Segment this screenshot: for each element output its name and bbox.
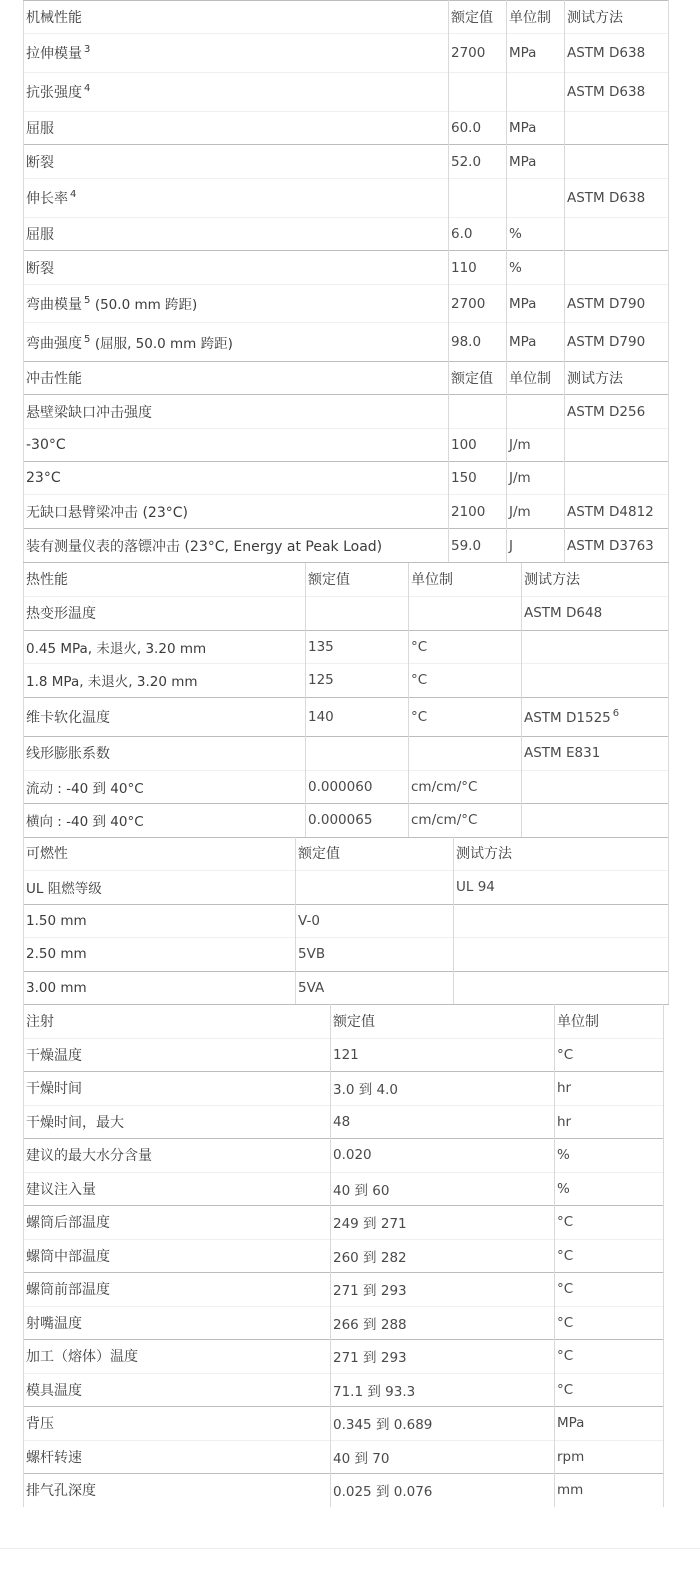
property-unit: J/m: [507, 495, 565, 529]
table-row: [24, 73, 669, 112]
property-name: 1.8 MPa, 未退火, 3.20 mm: [24, 663, 306, 697]
table-row: [24, 1239, 664, 1272]
property-value: 0.020: [331, 1138, 555, 1172]
table-row: [24, 663, 669, 697]
property-value: 260 到 282: [331, 1239, 555, 1272]
property-name: 弯曲模量 $^5$ (50.0 mm 跨距): [24, 285, 449, 323]
table-row: [24, 1406, 664, 1440]
table-row: [24, 971, 669, 1004]
property-value: 150: [449, 462, 507, 495]
property-unit: MPa: [555, 1406, 664, 1440]
table-row: [24, 904, 669, 937]
property-unit: MPa: [507, 145, 565, 179]
property-value: [306, 596, 409, 630]
thermal-header-value: 额定值: [306, 563, 409, 596]
property-name: 加工（熔体）温度: [24, 1339, 331, 1373]
table-row: [24, 145, 669, 179]
test-method: ASTM D790: [565, 323, 669, 362]
property-name: 螺杆转速: [24, 1440, 331, 1473]
property-unit: %: [555, 1172, 664, 1205]
property-value: 266 到 288: [331, 1306, 555, 1339]
property-value: 5VB: [296, 937, 454, 971]
property-value: 0.025 到 0.076: [331, 1473, 555, 1507]
inject-header-value: 额定值: [331, 1004, 555, 1038]
table-row: [24, 1272, 664, 1306]
thermal-header-method: 测试方法: [522, 563, 669, 596]
property-unit: MPa: [507, 285, 565, 323]
test-method: ASTM D648: [522, 596, 669, 630]
property-unit: %: [507, 218, 565, 251]
property-unit: [507, 395, 565, 429]
flam-header-method: 测试方法: [454, 837, 669, 870]
test-method: [565, 218, 669, 251]
mech-header-value: 额定值: [449, 1, 507, 34]
table-row: [24, 251, 669, 285]
table-row: [24, 395, 669, 429]
property-unit: %: [555, 1138, 664, 1172]
property-unit: cm/cm/°C: [409, 803, 522, 837]
property-name: 流动 : -40 到 40°C: [24, 770, 306, 803]
test-method: ASTM D256: [565, 395, 669, 429]
test-method: ASTM D1525 $^6$: [522, 697, 669, 736]
property-value: 271 到 293: [331, 1339, 555, 1373]
table-row: [24, 870, 669, 904]
table-row: [24, 697, 669, 736]
property-value: 59.0: [449, 529, 507, 563]
thermal-header-unit: 单位制: [409, 563, 522, 596]
property-value: 71.1 到 93.3: [331, 1373, 555, 1406]
property-name: 装有测量仪表的落镖冲击 (23°C, Energy at Peak Load): [24, 529, 449, 563]
mech-header-name: 机械性能: [24, 1, 449, 34]
test-method: [565, 145, 669, 179]
test-method: ASTM D638: [565, 73, 669, 112]
property-name: 螺筒前部温度: [24, 1272, 331, 1306]
property-name: 维卡软化温度: [24, 697, 306, 736]
property-value: [449, 73, 507, 112]
property-name: UL 阻燃等级: [24, 870, 296, 904]
inject-header-name: 注射: [24, 1004, 331, 1038]
table-row: [24, 803, 669, 837]
property-value: 140: [306, 697, 409, 736]
inject-header-unit: 单位制: [555, 1004, 664, 1038]
test-method: ASTM D3763: [565, 529, 669, 563]
property-name: 断裂: [24, 145, 449, 179]
table-row: [24, 1172, 664, 1205]
property-name: 线形膨胀系数: [24, 736, 306, 770]
table-row: [24, 462, 669, 495]
test-method: UL 94: [454, 870, 669, 904]
property-value: 249 到 271: [331, 1205, 555, 1239]
property-name: 0.45 MPa, 未退火, 3.20 mm: [24, 630, 306, 663]
test-method: [522, 663, 669, 697]
property-value: [449, 179, 507, 218]
property-value: V-0: [296, 904, 454, 937]
test-method: ASTM D4812: [565, 495, 669, 529]
mech-header-method: 测试方法: [565, 1, 669, 34]
property-name: 无缺口悬臂梁冲击 (23°C): [24, 495, 449, 529]
property-value: 60.0: [449, 112, 507, 145]
table-row: [24, 1339, 664, 1373]
property-name: 螺筒中部温度: [24, 1239, 331, 1272]
test-method: [565, 112, 669, 145]
thermal-header-name: 热性能: [24, 563, 306, 596]
test-method: ASTM E831: [522, 736, 669, 770]
property-name: 屈服: [24, 112, 449, 145]
property-unit: [507, 179, 565, 218]
test-method: ASTM D638: [565, 179, 669, 218]
test-method: ASTM D790: [565, 285, 669, 323]
property-unit: °C: [409, 630, 522, 663]
property-name: 排气孔深度: [24, 1473, 331, 1507]
property-unit: hr: [555, 1105, 664, 1138]
property-value: 5VA: [296, 971, 454, 1004]
property-value: 0.000060: [306, 770, 409, 803]
property-value: 3.0 到 4.0: [331, 1071, 555, 1105]
property-name: -30°C: [24, 429, 449, 462]
property-unit: °C: [555, 1205, 664, 1239]
property-value: 110: [449, 251, 507, 285]
test-method: [565, 251, 669, 285]
property-name: 23°C: [24, 462, 449, 495]
table-row: [24, 736, 669, 770]
property-value: 6.0: [449, 218, 507, 251]
impact-header-row: [24, 362, 669, 395]
table-row: [24, 285, 669, 323]
table-row: [24, 1306, 664, 1339]
property-unit: MPa: [507, 323, 565, 362]
property-name: 1.50 mm: [24, 904, 296, 937]
property-unit: rpm: [555, 1440, 664, 1473]
property-unit: [409, 736, 522, 770]
property-value: 98.0: [449, 323, 507, 362]
test-method: [454, 971, 669, 1004]
property-unit: °C: [555, 1339, 664, 1373]
property-name: 悬壁梁缺口冲击强度: [24, 395, 449, 429]
table-row: [24, 1105, 664, 1138]
property-name: 干燥时间: [24, 1071, 331, 1105]
test-method: [565, 429, 669, 462]
property-value: 121: [331, 1038, 555, 1071]
table-row: [24, 529, 669, 563]
test-method: [454, 937, 669, 971]
mech-header-unit: 单位制: [507, 1, 565, 34]
table-row: [24, 218, 669, 251]
property-unit: J: [507, 529, 565, 563]
property-name: 模具温度: [24, 1373, 331, 1406]
table-row: [24, 1138, 664, 1172]
property-name: 3.00 mm: [24, 971, 296, 1004]
test-method: [522, 803, 669, 837]
test-method: [454, 904, 669, 937]
property-unit: °C: [555, 1038, 664, 1071]
table-row: [24, 1473, 664, 1507]
property-value: 40 到 70: [331, 1440, 555, 1473]
property-name: 干燥温度: [24, 1038, 331, 1071]
property-unit: J/m: [507, 429, 565, 462]
table-row: [24, 770, 669, 803]
property-unit: °C: [555, 1306, 664, 1339]
property-name: 弯曲强度 $^5$ (屈服, 50.0 mm 跨距): [24, 323, 449, 362]
flam-header-row: [24, 837, 669, 870]
property-name: 横向 : -40 到 40°C: [24, 803, 306, 837]
property-unit: J/m: [507, 462, 565, 495]
property-unit: °C: [555, 1272, 664, 1306]
mech-header-row: [24, 1, 669, 34]
property-unit: °C: [409, 697, 522, 736]
property-name: 抗张强度 $^4$: [24, 73, 449, 112]
table-row: [24, 1038, 664, 1071]
table-row: [24, 112, 669, 145]
property-name: 背压: [24, 1406, 331, 1440]
property-unit: °C: [409, 663, 522, 697]
table-row: [24, 1440, 664, 1473]
flam-body: [24, 837, 669, 1004]
property-unit: °C: [555, 1239, 664, 1272]
property-value: 0.345 到 0.689: [331, 1406, 555, 1440]
test-method: [522, 630, 669, 663]
test-method: [522, 770, 669, 803]
mechanical-properties-table: [23, 0, 669, 563]
property-name: 建议注入量: [24, 1172, 331, 1205]
property-name: 2.50 mm: [24, 937, 296, 971]
table-row: [24, 937, 669, 971]
property-unit: MPa: [507, 34, 565, 73]
property-value: 2100: [449, 495, 507, 529]
property-unit: mm: [555, 1473, 664, 1507]
injection-table: [23, 1004, 664, 1507]
table-row: [24, 1205, 664, 1239]
property-name: 伸长率 $^4$: [24, 179, 449, 218]
flam-header-value: 额定值: [296, 837, 454, 870]
table-row: [24, 630, 669, 663]
page-divider: [0, 1548, 700, 1549]
property-value: 125: [306, 663, 409, 697]
property-value: [449, 395, 507, 429]
flammability-table: [23, 837, 669, 1005]
table-row: [24, 34, 669, 73]
property-value: 100: [449, 429, 507, 462]
property-name: 射嘴温度: [24, 1306, 331, 1339]
property-value: 52.0: [449, 145, 507, 179]
property-value: 2700: [449, 34, 507, 73]
property-name: 建议的最大水分含量: [24, 1138, 331, 1172]
table-row: [24, 596, 669, 630]
property-value: 0.000065: [306, 803, 409, 837]
property-value: 271 到 293: [331, 1272, 555, 1306]
table-row: [24, 323, 669, 362]
property-name: 屈服: [24, 218, 449, 251]
property-name: 干燥时间，最大: [24, 1105, 331, 1138]
table-row: [24, 1373, 664, 1406]
property-unit: °C: [555, 1373, 664, 1406]
property-unit: %: [507, 251, 565, 285]
property-value: 48: [331, 1105, 555, 1138]
property-unit: [409, 596, 522, 630]
property-name: 断裂: [24, 251, 449, 285]
property-name: 拉伸模量 $^3$: [24, 34, 449, 73]
property-unit: [507, 73, 565, 112]
property-unit: cm/cm/°C: [409, 770, 522, 803]
property-value: [306, 736, 409, 770]
thermal-body: [24, 563, 669, 837]
mech-body: [24, 1, 669, 563]
impact-header-unit: 单位制: [507, 362, 565, 395]
flam-header-name: 可燃性: [24, 837, 296, 870]
table-row: [24, 179, 669, 218]
impact-header-name: 冲击性能: [24, 362, 449, 395]
table-row: [24, 1071, 664, 1105]
thermal-header-row: [24, 563, 669, 596]
inject-header-row: [24, 1004, 664, 1038]
test-method: ASTM D638: [565, 34, 669, 73]
property-name: 热变形温度: [24, 596, 306, 630]
test-method: [565, 462, 669, 495]
thermal-properties-table: [23, 563, 669, 838]
property-value: 40 到 60: [331, 1172, 555, 1205]
property-name: 螺筒后部温度: [24, 1205, 331, 1239]
property-value: 2700: [449, 285, 507, 323]
inject-body: [24, 1004, 664, 1507]
impact-header-method: 测试方法: [565, 362, 669, 395]
property-value: [296, 870, 454, 904]
property-unit: hr: [555, 1071, 664, 1105]
property-unit: MPa: [507, 112, 565, 145]
impact-header-value: 额定值: [449, 362, 507, 395]
table-row: [24, 495, 669, 529]
table-row: [24, 429, 669, 462]
property-value: 135: [306, 630, 409, 663]
